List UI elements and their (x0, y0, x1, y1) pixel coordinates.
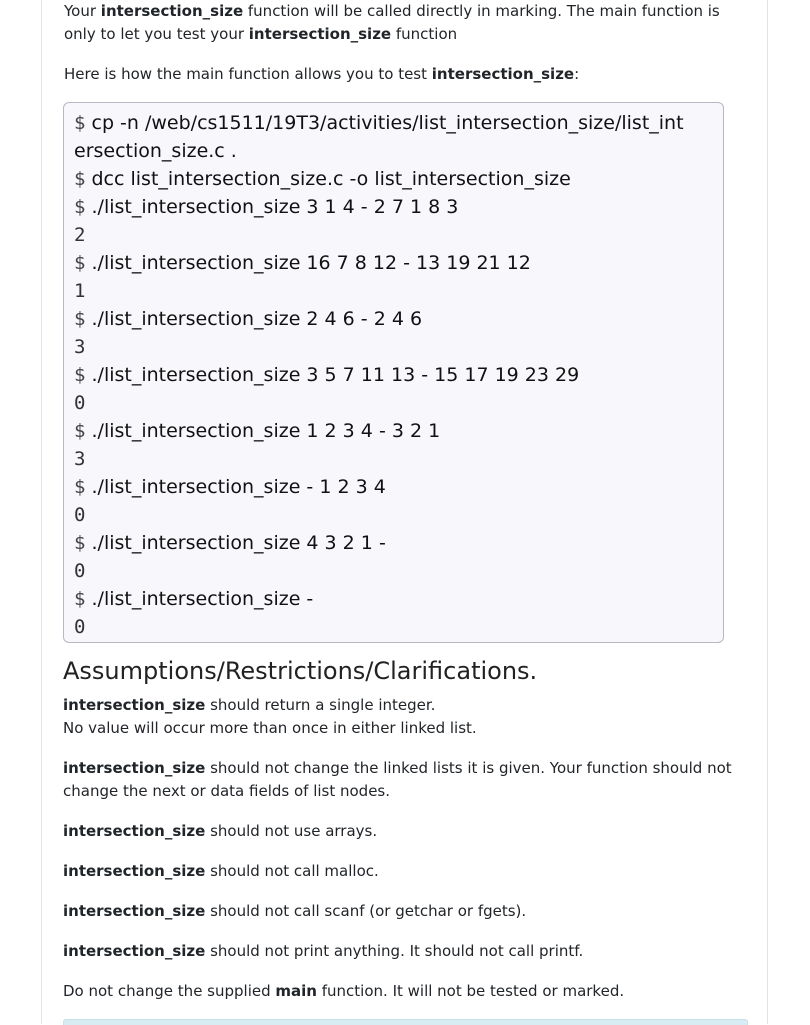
terminal-command-line (74, 193, 723, 221)
terminal-command-line (74, 109, 723, 137)
terminal-output-line (74, 613, 723, 641)
output-value: 3 (74, 336, 86, 358)
command-text: ./list_intersection_size 3 1 4 - 2 7 1 8 3 (91, 196, 459, 218)
rule-no-malloc (63, 860, 743, 883)
rule-text: Do not change the supplied (63, 982, 276, 1000)
terminal-output-line (74, 277, 723, 305)
assumptions-heading: Assumptions/Restrictions/Clarifications. (63, 657, 538, 685)
output-value: 1 (74, 280, 86, 302)
rule-text: function. It will not be tested or marked. (316, 982, 625, 1000)
command-text: ersection_size.c . (74, 140, 237, 162)
rule-text: should not call malloc. (205, 862, 379, 880)
function-name: intersection_size (100, 2, 244, 20)
rule-text: should not change the linked lists it is given. Your function should not change the next or data fields of list nodes. (63, 759, 732, 800)
function-name: intersection_size (63, 902, 206, 920)
terminal-command-line (74, 249, 723, 277)
output-value: 0 (74, 616, 86, 638)
terminal-command-line (74, 305, 723, 333)
terminal-output-line (74, 501, 723, 529)
terminal-command-line (74, 361, 723, 389)
terminal-prompt: $ (74, 532, 86, 554)
rule-return (63, 694, 743, 717)
command-text: ./list_intersection_size 16 7 8 12 - 13 19 21 12 (91, 252, 531, 274)
terminal-prompt: $ (74, 112, 86, 134)
terminal-example (63, 102, 724, 643)
terminal-prompt: $ (74, 476, 86, 498)
rule-text: should return a single integer. (205, 696, 436, 714)
rule-text: should not print anything. It should not call printf. (205, 942, 584, 960)
intro-text: function will be called directly in marking. The main function is only to let you test your (64, 2, 720, 43)
rule-text: should not call scanf (or getchar or fgets). (205, 902, 527, 920)
terminal-output-line (74, 557, 723, 585)
function-name: intersection_size (63, 696, 206, 714)
terminal-prompt: $ (74, 364, 86, 386)
terminal-prompt: $ (74, 588, 86, 610)
output-value: 0 (74, 504, 86, 526)
command-text: ./list_intersection_size 2 4 6 - 2 4 6 (91, 308, 423, 330)
terminal-prompt: $ (74, 196, 86, 218)
terminal-output-line (74, 333, 723, 361)
function-name: intersection_size (248, 25, 392, 43)
function-name: intersection_size (63, 759, 206, 777)
terminal-command-line (74, 165, 723, 193)
output-value: 3 (74, 448, 86, 470)
terminal-command-line (74, 585, 723, 613)
terminal-prompt: $ (74, 252, 86, 274)
terminal-prompt: $ (74, 308, 86, 330)
rule-no-change (63, 757, 743, 803)
command-text: ./list_intersection_size 4 3 2 1 - (91, 532, 386, 554)
output-value: 0 (74, 560, 86, 582)
intro-text: Your (64, 2, 101, 20)
terminal-output-line (74, 389, 723, 417)
command-text: ./list_intersection_size 3 5 7 11 13 - 15 17 19 23 29 (91, 364, 580, 386)
terminal-command-line (74, 473, 723, 501)
command-text: ./list_intersection_size - (91, 588, 314, 610)
terminal-command-line (74, 529, 723, 557)
terminal-prompt: $ (74, 420, 86, 442)
rule-no-scanf (63, 900, 743, 923)
function-name: intersection_size (63, 862, 206, 880)
rule-text: should not use arrays. (205, 822, 378, 840)
terminal-command-line (74, 137, 723, 165)
intro-text: Here is how the main function allows you to test (64, 65, 432, 83)
intro-text: : (574, 65, 580, 83)
function-name: intersection_size (63, 942, 206, 960)
command-text: dcc list_intersection_size.c -o list_intersection_size (91, 168, 571, 190)
terminal-output-line (74, 445, 723, 473)
function-name: intersection_size (63, 822, 206, 840)
assumptions-list (63, 694, 743, 1003)
command-text: ./list_intersection_size 1 2 3 4 - 3 2 1 (91, 420, 441, 442)
terminal-command-line (74, 417, 723, 445)
next-section-box (63, 1019, 748, 1025)
main-function-name: main (275, 982, 317, 1000)
terminal-output-line (74, 221, 723, 249)
rule-no-arrays (63, 820, 743, 843)
rule-main (63, 980, 743, 1003)
test-intro-paragraph (64, 63, 744, 86)
command-text: ./list_intersection_size - 1 2 3 4 (91, 476, 386, 498)
output-value: 2 (74, 224, 86, 246)
command-text: cp -n /web/cs1511/19T3/activities/list_intersection_size/list_int (91, 112, 684, 134)
intro-paragraph (64, 0, 744, 46)
output-value: 0 (74, 392, 86, 414)
function-name: intersection_size (431, 65, 575, 83)
rule-no-print (63, 940, 743, 963)
intro-text: function (391, 25, 458, 43)
terminal-prompt: $ (74, 168, 86, 190)
rule-unique: No value will occur more than once in either linked list. (63, 719, 477, 737)
